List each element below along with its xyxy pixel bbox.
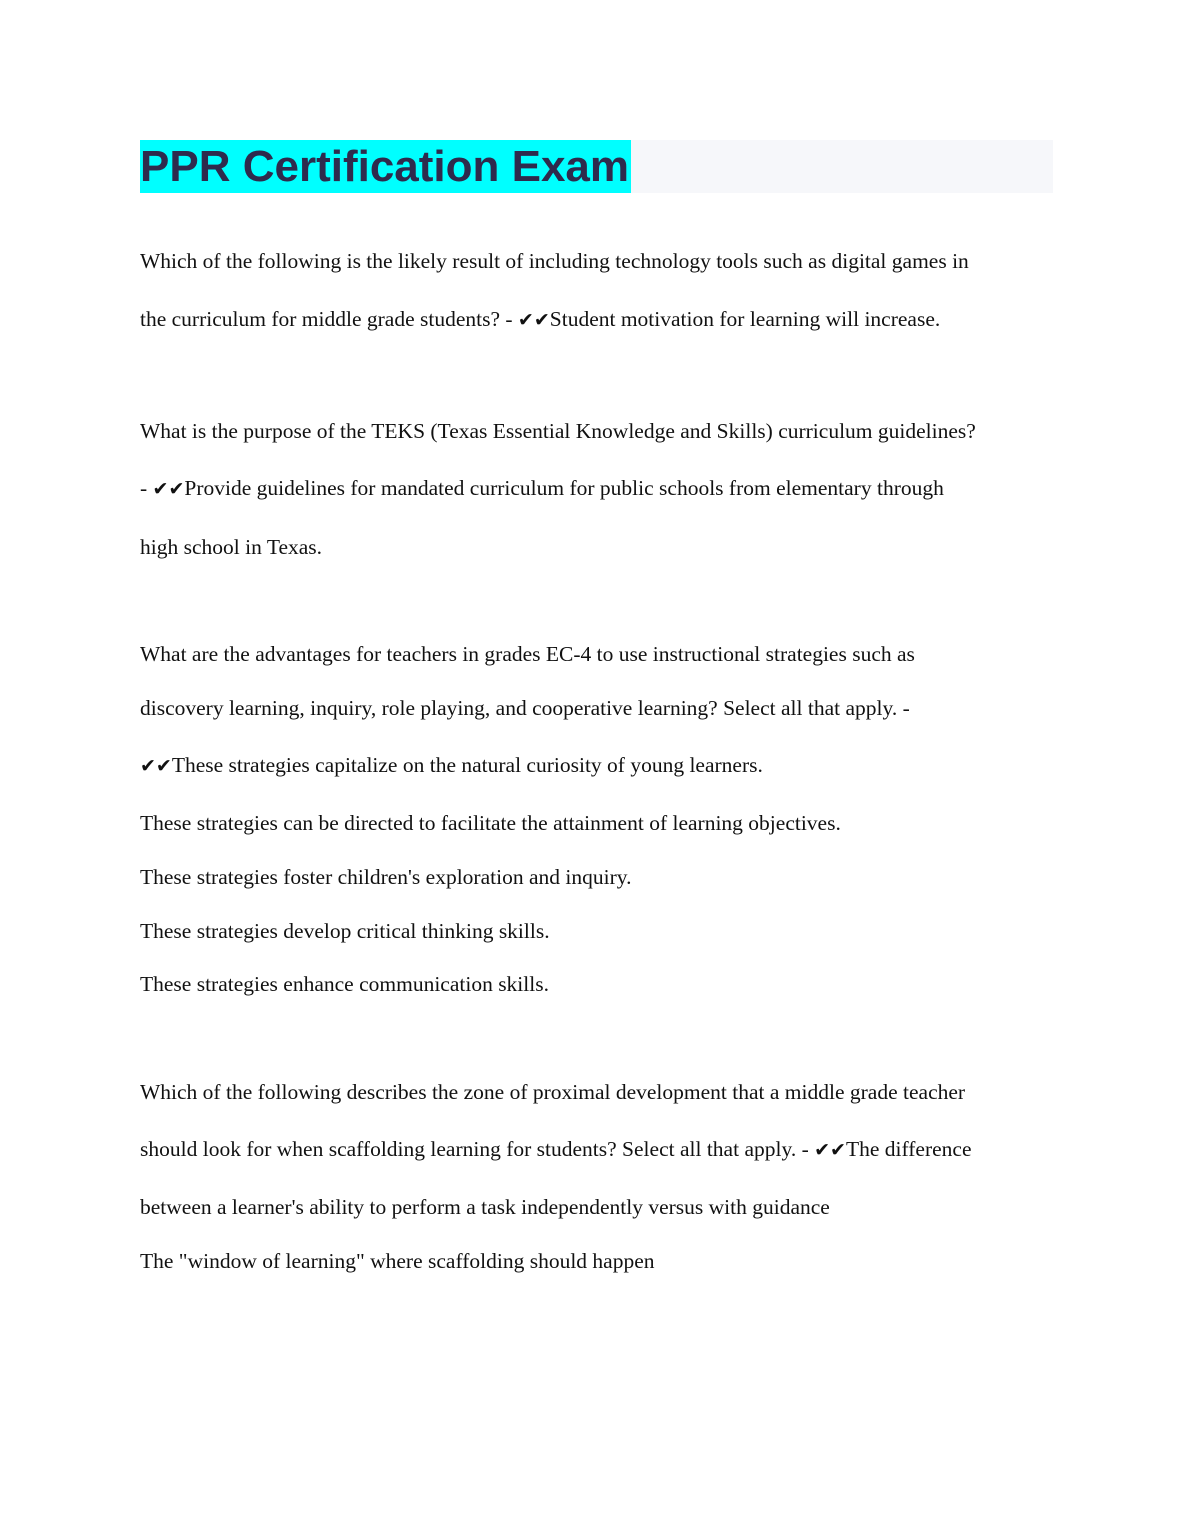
q3-line-3 <box>140 751 763 780</box>
q3-answer: These strategies enhance communication skills. <box>140 972 549 996</box>
q4-line-2 <box>140 1135 972 1164</box>
q3-answer: These strategies foster children's exploration and inquiry. <box>140 865 632 889</box>
page-title: PPR Certification Exam <box>140 142 630 191</box>
q2-line-3: high school in Texas. <box>140 535 323 559</box>
q2-line-1: What is the purpose of the TEKS (Texas Essential Knowledge and Skills) curriculum guidelines? <box>140 419 976 443</box>
check-mark-icon: ✔✔ <box>517 309 550 331</box>
q4-line-1: Which of the following describes the zone of proximal development that a middle grade teacher <box>140 1080 966 1104</box>
check-mark-icon: ✔✔ <box>814 1139 846 1161</box>
q4-line-4: The "window of learning" where scaffolding should happen <box>140 1249 655 1273</box>
q4-line-3: between a learner's ability to perform a task independently versus with guidance <box>140 1195 830 1219</box>
q4-answer-start: The difference <box>845 1137 972 1161</box>
q3-answer: These strategies can be directed to facilitate the attainment of learning objectives. <box>140 811 841 835</box>
q2-dash: - <box>140 476 153 500</box>
check-mark-icon: ✔✔ <box>152 478 185 500</box>
q2-answer: Provide guidelines for mandated curriculum for public schools from elementary through <box>184 476 944 500</box>
q3-answer: These strategies develop critical thinking skills. <box>140 919 550 943</box>
q4-question-end: should look for when scaffolding learning for students? Select all that apply. - <box>140 1137 815 1161</box>
q3-line-1: What are the advantages for teachers in grades EC-4 to use instructional strategies such as <box>140 642 915 666</box>
q3-answer-1: These strategies capitalize on the natural curiosity of young learners. <box>171 753 763 777</box>
check-mark-icon: ✔✔ <box>140 755 172 777</box>
q3-line-2: discovery learning, inquiry, role playing, and cooperative learning? Select all that apply. - <box>140 696 910 720</box>
q2-line-2 <box>140 474 944 503</box>
q1-line-1: Which of the following is the likely result of including technology tools such as digital games in <box>140 249 969 273</box>
q1-line-2 <box>140 305 940 334</box>
q1-answer: Student motivation for learning will increase. <box>549 307 941 331</box>
q1-question-end: the curriculum for middle grade students? - <box>140 307 518 331</box>
